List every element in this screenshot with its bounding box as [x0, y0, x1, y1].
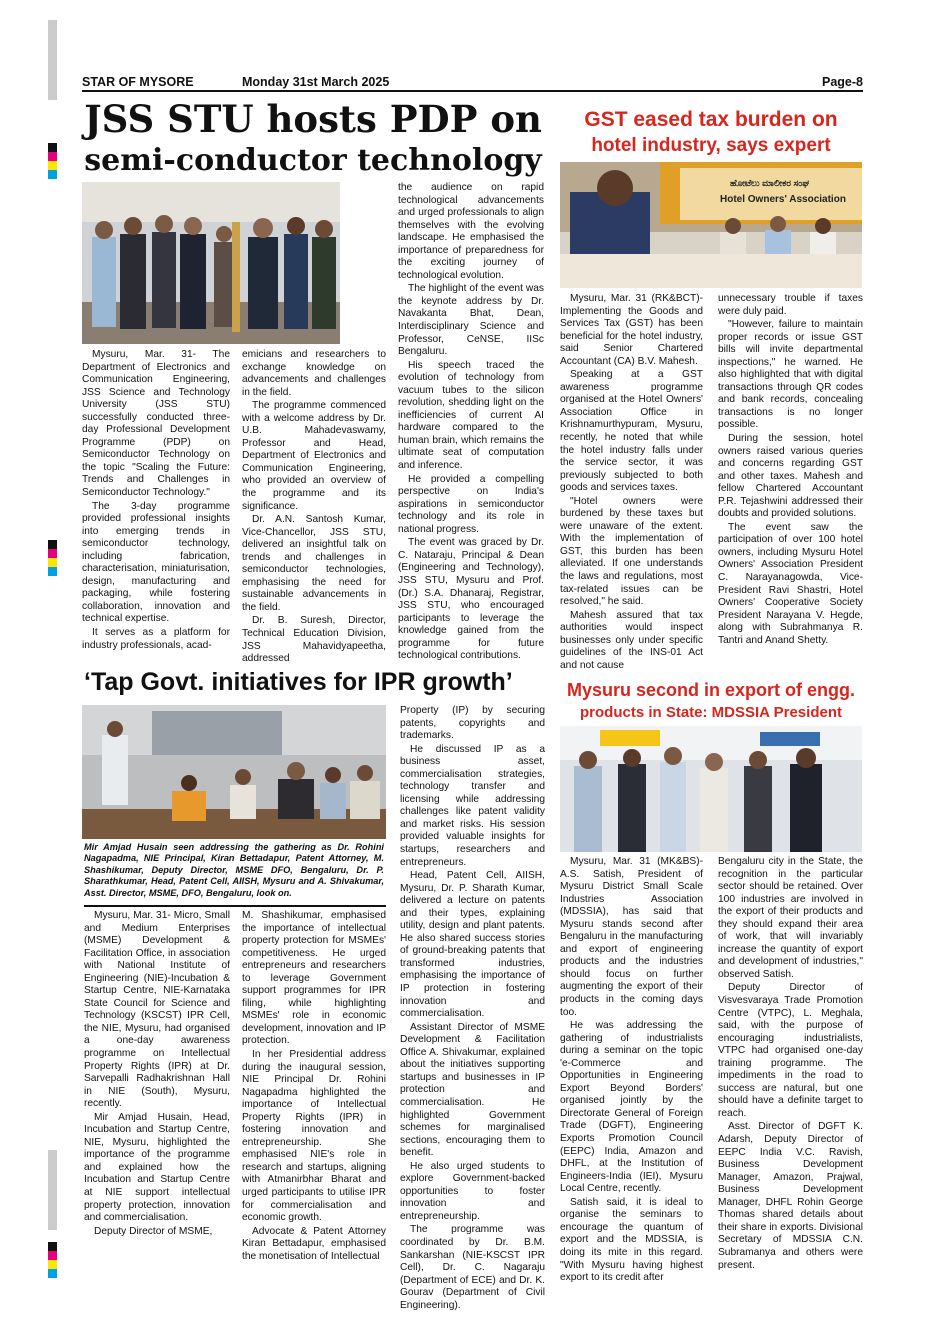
paragraph: Property (IP) by securing patents, copyrights and trademarks. — [400, 705, 545, 742]
ipr-photo — [82, 705, 386, 839]
gst-banner-kannada: ಹೋಟೆಲು ಮಾಲೀಕರ ಸಂಘ — [730, 178, 809, 188]
paragraph: During the session, hotel owners raised various queries and concerns regarding GST and other taxes. Mahesh and fellow Chartered Accountant P.R. Tejashwini addressed their doubts and provided solutions. — [718, 433, 863, 520]
paragraph: Assistant Director of MSME Development & Facilitation Office A. Shivakumar, explained about the initiatives supporting startups and businesses in IP protection and commercialisation. He highlighted Government schemes for marginalised sections, encouraging them to benefit. — [400, 1021, 545, 1159]
ipr-photo-caption: Mir Amjad Husain seen addressing the gathering as Dr. Rohini Nagapadma, NIE Principal, Kiran Bettadapur, Patent Attorney, M. Shashikumar, Deputy Director, MSME DFO, Bengaluru, Dr. P. Sharathkumar, Head, Patent Cell, AIISH, Mysuru and A. Shivakumar, Asst. Director, MSME, DFO, Bengaluru, look on. — [84, 842, 384, 898]
registration-marks-bottom — [48, 1242, 57, 1278]
paragraph: Advocate & Patent Attorney Kiran Bettadapur, emphasised the monetisation of Intellectual — [242, 1225, 386, 1262]
paragraph: It serves as a platform for industry professionals, acad- — [82, 627, 230, 651]
issue-date: Monday 31st March 2025 — [242, 75, 390, 89]
registration-marks-mid — [48, 540, 57, 576]
paragraph: Satish said, it is ideal to organise the seminars to encourage the quantum of export and the MDSSIA, is doing its mite in this regard. "With Mysuru having highest export to its credit after — [560, 1196, 703, 1284]
paragraph: Speaking at a GST awareness programme organised at the Hotel Owners' Association Office in Krishnamurthypuram, Mysuru, recently, he noted that while the hotel industry falls under the service sector, it was previously subjected to both goods and services taxes. — [560, 369, 703, 494]
paragraph: The highlight of the event was the keynote address by Dr. Navakanta Bhat, Dean, Interdisciplinary Science and Professor, CeNSE, IISc Bengaluru. — [398, 283, 544, 358]
gst-headline-line2: hotel industry, says expert — [591, 135, 831, 156]
jss-column-3 — [398, 182, 544, 662]
paragraph: In her Presidential address during the inaugural session, NIE Principal Dr. Rohini Nagapadma highlighted the importance of Intellectual Property Rights (IPR) in fostering innovation and entrepreneurship. She emphasised NIE's role in research and startups, aligning with Atmanirbhar Bharat and urged participants to utilise IPR for commercialisation and economic growth. — [242, 1049, 386, 1224]
paragraph: Deputy Director of MSME, — [94, 1225, 213, 1237]
paragraph: Mysuru, Mar. 31- Micro, Small and Medium Enterprises (MSME) Development & Facilitation Office, in association with National Institute of Engineering (NIE)-Incubation & Startup Centre, NIE-Karnataka State Council for Science and Technology (KSCST) IPR Cell, the NIE, Mysuru, had organised a one-day awareness programme on Intellectual Property Rights (IPR) at Dr. Sarvepalli Radhakrishnan Hall in NIE (South), Mysuru, recently. — [84, 910, 230, 1110]
gst-column-2 — [718, 293, 863, 669]
ipr-column-2 — [242, 910, 386, 1262]
page-header — [82, 74, 863, 92]
jss-headline-line2: semi-conductor technology — [84, 143, 542, 178]
registration-grey-bottom — [48, 1150, 57, 1230]
jss-headline-line1: JSS STU hosts PDP on — [84, 97, 542, 141]
paragraph: The 3-day programme provided professional insights into emerging trends in semiconductor technology, including fabrication, characterisation, miniaturisation, design, manufacturing and packaging, while fostering collaboration, innovation and technical expertise. — [82, 500, 230, 625]
paragraph: Dr. A.N. Santosh Kumar, Vice-Chancellor, JSS STU, delivered an insightful talk on trends and challenges in semiconductor technologies, emphasising the need for sustainable advancements in the field. — [242, 514, 386, 613]
publication-name: STAR OF MYSORE — [82, 75, 194, 89]
paragraph: Mir Amjad Husain, Head, Incubation and Startup Centre, NIE, Mysuru, highlighted the importance of the programme and explained how the Incubation and Startup Centre at NIE support intellectual property protection, innovation and commercialisation. — [84, 1111, 230, 1224]
gst-photo — [560, 162, 862, 288]
page-number: Page-8 — [822, 75, 863, 89]
paragraph: His speech traced the evolution of technology from vacuum tubes to the silicon revolution, shedding light on the inefficiencies of current AI hardware compared to the human brain, which remains the ultimate seat of computation and inference. — [398, 359, 544, 472]
paragraph: He was addressing the gathering of industrialists during a seminar on the topic 'e-Commerce and Opportunities in Engineering Export Beyond Borders' organised jointly by the Directorate General of Foreign Trade (DGFT), Engineering Exports Promotion Council (EEPC) India, Amazon and DHFL, at the Institution of Engineers-India (IEI), Mysuru Local Centre, recently. — [560, 1020, 703, 1195]
paragraph: emicians and researchers to exchange knowledge on advancements and challenges in the field. — [242, 349, 386, 398]
caption-divider — [84, 905, 386, 907]
paragraph: The programme was coordinated by Dr. B.M. Sankarshan (NIE-KSCST IPR Cell), Dr. C. Nagaraju (Department of ECE) and Dr. K. Gourav (Department of Civil Engineering). — [400, 1224, 545, 1311]
paragraph: The event saw the participation of over 100 hotel owners, including Mysuru Hotel Owners' Association President C. Narayanagowda, Vice-President Ravi Shastri, Hotel Owners' Cooperative Society President Narayana V. Hegde, along with Subrahmanya R. Tantri and Anand Shetty. — [718, 521, 863, 646]
jss-column-2 — [242, 349, 386, 665]
mdssia-column-2 — [718, 856, 863, 1271]
paragraph: the audience on rapid technological advancements and urged professionals to align themselves with the evolving landscape. He emphasised the importance of preparedness for the exciting journey of technological evolution. — [398, 182, 544, 281]
paragraph: Mysuru, Mar. 31- The Department of Electronics and Communication Engineering, JSS Science and Technology University (JSS STU) successfully conducted three-day Professional Development Programme (PDP) on Semiconductor Technology on the topic "Scaling the Future: Trends and Challenges in Semiconductor Technology." — [82, 349, 230, 499]
paragraph: Bengaluru city in the State, the recognition in the particular sector should be retained. Over 100 industries are involved in the export of their products and they should expand their area of work, that will invariably increase the quantity of export and development of industries," observed Satish. — [718, 856, 863, 980]
paragraph: The event was graced by Dr. C. Nataraju, Principal & Dean (Engineering and Technology), JSS STU, Mysuru and Prof. (Dr.) S.A. Dhanaraj, Registrar, JSS STU, who encouraged participants to leverage the knowledge gained from the programme for future technological contributions. — [398, 537, 544, 662]
mdssia-headline-line2: products in State: MDSSIA President — [580, 704, 842, 721]
gst-headline-line1: GST eased tax burden on — [584, 108, 838, 131]
paragraph: Mysuru, Mar. 31 (MK&BS)- A.S. Satish, President of Mysuru District Small Scale Industries Association (MDSSIA), has said that Mysuru stands second after Bengaluru in the manufacturing and export of engineering products and the industries should focus on further augmenting the export of their products in the coming days too. — [560, 856, 703, 1018]
jss-photo — [82, 182, 340, 344]
paragraph: "Hotel owners were burdened by these taxes but were unaware of the extent. With the implementation of GST, this burden has been alleviated. If one understands the laws and regulations, most tax-related issues can be resolved," he said. — [560, 495, 703, 608]
paragraph: unnecessary trouble if taxes were duly paid. — [718, 293, 863, 317]
ipr-headline: ‘Tap Govt. initiatives for IPR growth’ — [84, 668, 513, 696]
paragraph: He provided a compelling perspective on India's aspirations in semiconductor technology and its role in national progress. — [398, 473, 544, 535]
paragraph: Head, Patent Cell, AIISH, Mysuru, Dr. P. Sharath Kumar, delivered a lecture on patents and their types, explaining utility, design and plant patents. He also shared success stories of ground-breaking patents that transformed industries, emphasising the importance of IP protection in fostering innovation and commercialisation. — [400, 870, 545, 1020]
jss-column-1 — [82, 349, 230, 662]
gst-banner-english: Hotel Owners' Association — [720, 194, 846, 205]
paragraph: He also urged students to explore Government-backed opportunities to foster innovation and entrepreneurship. — [400, 1160, 545, 1222]
paragraph: Asst. Director of DGFT K. Adarsh, Deputy Director of EEPC India V.C. Ravish, Business Development Manager, Amazon, Prajwal, Business Development Manager, DHFL Rohin George Thomas shared details about their share in exports. Divisional Secretary of MDSSIA C.N. Subramanya and others were present. — [718, 1121, 863, 1271]
ipr-column-1 — [84, 910, 230, 1262]
paragraph: M. Shashikumar, emphasised the importance of intellectual property protection for MSMEs' competitiveness. He urged entrepreneurs and researchers to leverage Government support programmes for IPR filing, while highlighting MSMEs' role in economic development, innovation and IP protection. — [242, 910, 386, 1047]
gst-column-1 — [560, 293, 703, 669]
mdssia-column-1 — [560, 856, 703, 1284]
paragraph: The programme commenced with a welcome address by Dr. U.B. Mahadevaswamy, Professor and Head, Department of Electronics and Communication Engineering, who provided an overview of the programme and its significance. — [242, 400, 386, 512]
paragraph: He discussed IP as a business asset, commercialisation strategies, technology transfer and licensing while addressing challenges like patent validity and market risks. His session provided valuable insights for startups, researchers and entrepreneurs. — [400, 743, 545, 868]
paragraph: Deputy Director of Visvesvaraya Trade Promotion Centre (VTPC), L. Meghala, said, with the purpose of encouraging industrialists, VTPC had organised one-day training programme. The impediments in the road to success are natural, but one should have a definite target to reach. — [718, 982, 863, 1119]
paragraph: Mysuru, Mar. 31 (RK&BCT)- Implementing the Goods and Services Tax (GST) has been beneficial for the hotel industry, said Senior Chartered Accountant (CA) B.V. Mahesh. — [560, 293, 703, 367]
paragraph: Dr. B. Suresh, Director, Technical Education Division, JSS Mahavidyapeetha, addressed — [242, 615, 386, 665]
paragraph: "However, failure to maintain proper records or issue GST bills will invite departmental inspections," he warned. He also highlighted that with digital transactions through QR codes and bank records, concealing transactions is no longer possible. — [718, 319, 863, 431]
mdssia-photo — [560, 726, 862, 852]
paragraph: Mahesh assured that tax authorities would inspect businesses only under specific guidelines of the INS-01 Act and not cause — [560, 609, 703, 671]
registration-grey-top — [48, 20, 57, 100]
registration-marks-top — [48, 143, 57, 179]
ipr-column-3 — [400, 705, 545, 1311]
mdssia-headline-line1: Mysuru second in export of engg. — [566, 680, 856, 700]
